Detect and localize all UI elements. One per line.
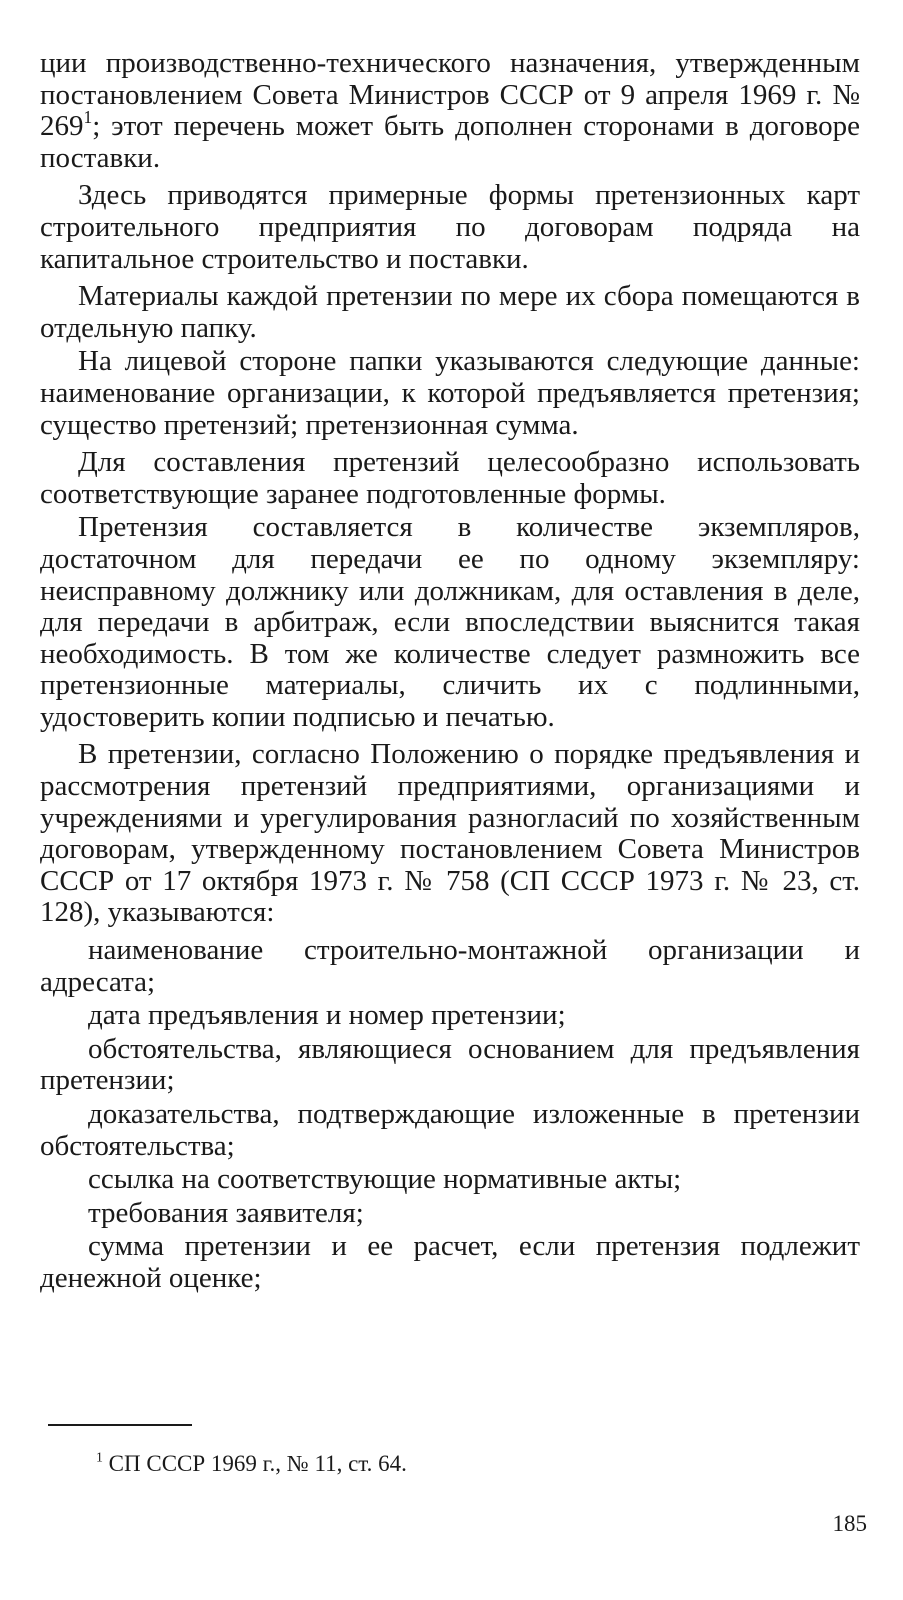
footnote (96, 1450, 407, 1478)
list-item: дата предъявления и номер претензии; (88, 999, 566, 1032)
paragraph-6: Претензия составляется в количестве экземпляров, достаточном для передачи ее по одному экземпляру: неисправному должнику или должникам, для оставления в деле, для передачи в арбитраж, если впоследствии выяснится такая необходимость. В том же количестве следует размножить все претензионные материалы, сличить их с подлинными, удостоверить копии подписью и печатью. (40, 511, 860, 733)
paragraph-4: На лицевой стороне папки указываются следующие данные: наименование организации, к которой предъявляется претензия; существо претензий; претензионная сумма. (40, 345, 860, 441)
list-item: обстоятельства, являющиеся основанием для предъявления претензии; (40, 1032, 860, 1097)
paragraph-1 (40, 48, 860, 174)
paragraph-3: Материалы каждой претензии по мере их сбора помещаются в отдельную папку. (40, 280, 860, 344)
footnote-mark: 1 (96, 1449, 103, 1465)
paragraph-1-tail: ; этот перечень может быть дополнен сторонами в договоре поставки. (40, 110, 860, 174)
page-number: 185 (832, 1511, 867, 1536)
footnote-text: СП СССР 1969 г., № 11, ст. 64. (102, 1451, 407, 1476)
list-item: доказательства, подтверждающие изложенные в претензии обстоятельства; (40, 1098, 860, 1162)
paragraph-2: Здесь приводятся примерные формы претензионных карт строительного предприятия по договорам подряда на капитальное строительство и поставки. (40, 179, 860, 275)
body-text (40, 48, 860, 1297)
list-item: сумма претензии и ее расчет, если претензия подлежит денежной оценке; (40, 1230, 860, 1294)
list-item: наименование строительно-монтажной организации и адресата; (40, 934, 860, 998)
paragraph-1-text: ции производственно-технического назначения, утвержденным постановлением Совета Министров СССР от 9 апреля 1969 г. № 269 (40, 47, 860, 143)
paragraph-7: В претензии, согласно Положению о порядке предъявления и рассмотрения претензий предприятиями, организациями и учреждениями и урегулирования разногласий по хозяйственным договорам, утвержденному постановлением Совета Министров СССР от 17 октября 1973 г. № 758 (СП СССР 1973 г. № 23, ст. 128), указываются: (40, 738, 860, 929)
list-item: ссылка на соответствующие нормативные акты; (88, 1163, 682, 1196)
footnote-divider (48, 1424, 192, 1426)
paragraph-5: Для составления претензий целесообразно использовать соответствующие заранее подготовленные формы. (40, 446, 860, 510)
list-item: требования заявителя; (88, 1196, 364, 1229)
footnote-ref: 1 (83, 107, 93, 128)
